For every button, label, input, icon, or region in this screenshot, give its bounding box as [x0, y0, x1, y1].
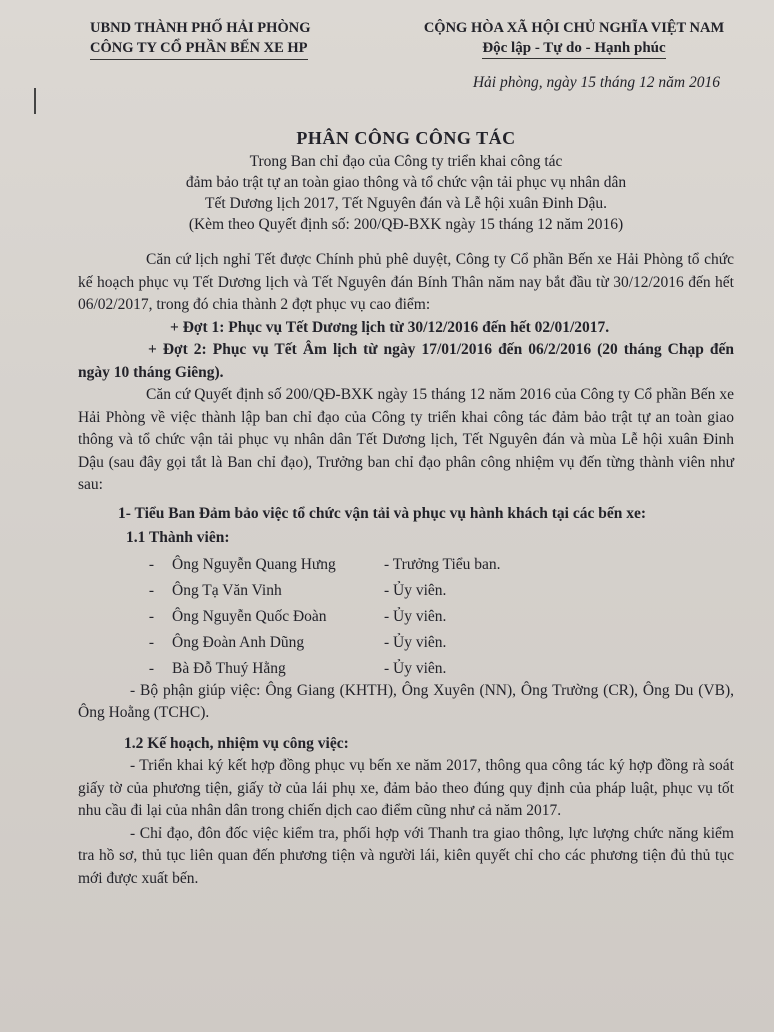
member-name: Bà Đỗ Thuý Hằng — [172, 659, 286, 677]
basis-paragraph: Căn cứ Quyết định số 200/QĐ-BXK ngày 15 tháng 12 năm 2016 của Công ty Cổ phần Bến xe Hải Phòng về việc thành lập ban chỉ đạo của Công ty triển khai công tác đảm bảo trật tự an toàn giao thông và tổ chức vận tải phục vụ nhân dân Tết Dương lịch, Tết Nguyên đán và mùa Lễ hội xuân Đinh Dậu (sau đây gọi tắt là Ban chỉ đạo), Trưởng ban chỉ đạo phân công nhiệm vụ đến từng thành viên như sau: — [78, 386, 734, 493]
member-role: - Ủy viên. — [384, 581, 447, 599]
member-role: - Ủy viên. — [384, 633, 447, 651]
national-motto: Độc lập - Tự do - Hạnh phúc — [482, 38, 665, 59]
intro-paragraph: Căn cứ lịch nghỉ Tết được Chính phủ phê duyệt, Công ty Cổ phần Bến xe Hải Phòng tổ chức kế hoạch phục vụ Tết Dương lịch và Tết Nguyên đán Bính Thân năm nay bắt đầu từ 30/12/2016 đến hết 06/02/2017, trong đó chia thành 2 đợt phục vụ cao điểm: — [78, 251, 734, 313]
member-row — [78, 554, 734, 576]
document-date: Hải phòng, ngày 15 tháng 12 năm 2016 — [472, 74, 720, 91]
issuer-authority: UBND THÀNH PHỐ HẢI PHÒNG — [90, 20, 311, 36]
member-list — [78, 554, 734, 680]
document-subtitle — [78, 151, 734, 235]
member-row — [78, 606, 734, 628]
subtitle-line: Tết Dương lịch 2017, Tết Nguyên đán và Lễ hội xuân Đinh Dậu. — [204, 195, 607, 212]
document-header — [78, 18, 734, 60]
section-1-1-heading: 1.1 Thành viên: — [126, 529, 230, 546]
issuer-block — [78, 18, 380, 60]
member-dash: - — [148, 607, 154, 625]
section-1-2-heading: 1.2 Kế hoạch, nhiệm vụ công việc: — [124, 734, 349, 752]
member-dash: - — [148, 659, 154, 677]
member-row — [78, 658, 734, 680]
member-role: - Trưởng Tiểu ban. — [384, 555, 501, 573]
member-dash: - — [148, 555, 154, 573]
task-paragraph: - Chỉ đạo, đôn đốc việc kiểm tra, phối hợp với Thanh tra giao thông, lực lượng chức năng kiểm tra hồ sơ, thủ tục liên quan đến phương tiện và người lái, kiên quyết chỉ cho các phương tiện đủ thủ tục mới được xuất bến. — [78, 824, 734, 887]
issuer-company: CÔNG TY CỔ PHẦN BẾN XE HP — [90, 38, 308, 60]
national-heading — [404, 18, 744, 59]
member-role: - Ủy viên. — [384, 659, 447, 677]
member-name: Ông Đoàn Anh Dũng — [172, 633, 305, 651]
member-role: - Ủy viên. — [384, 607, 447, 625]
document-body — [78, 249, 734, 890]
member-name: Ông Tạ Văn Vinh — [172, 581, 282, 599]
task-paragraph: - Triển khai ký kết hợp đồng phục vụ bến xe năm 2017, thông qua công tác ký hợp đồng rà soát giấy tờ của phương tiện, giấy tờ của lái phụ xe, đảm bảo theo đúng quy định của pháp luật, phục vụ tốt nhu cầu đi lại của nhân dân trong chiến dịch cao điểm cũng như cả năm 2017. — [78, 757, 734, 819]
country-name: CỘNG HÒA XÃ HỘI CHỦ NGHĨA VIỆT NAM — [423, 20, 725, 36]
phase-1: + Đợt 1: Phục vụ Tết Dương lịch từ 30/12/2016 đến hết 02/01/2017. — [170, 318, 610, 336]
document-title: PHÂN CÔNG CÔNG TÁC — [296, 128, 516, 148]
phase-2: + Đợt 2: Phục vụ Tết Âm lịch từ ngày 17/01/2016 đến 06/2/2016 (20 tháng Chạp đến ngày 10 tháng Giêng). — [78, 341, 734, 381]
subtitle-line: đảm bảo trật tự an toàn giao thông và tổ chức vận tải phục vụ nhân dân — [185, 174, 627, 191]
member-dash: - — [148, 581, 154, 599]
margin-mark — [34, 88, 36, 114]
member-name: Ông Nguyễn Quốc Đoàn — [172, 607, 327, 625]
member-row — [78, 580, 734, 602]
subtitle-line: Trong Ban chỉ đạo của Công ty triển khai công tác — [249, 153, 563, 170]
member-dash: - — [148, 633, 154, 651]
member-name: Ông Nguyễn Quang Hưng — [172, 555, 336, 573]
support-staff: - Bộ phận giúp việc: Ông Giang (KHTH), Ông Xuyên (NN), Ông Trường (CR), Ông Du (VB), Ông Hoằng (TCHC). — [78, 681, 734, 721]
member-row — [78, 632, 734, 654]
subtitle-line: (Kèm theo Quyết định số: 200/QĐ-BXK ngày 15 tháng 12 năm 2016) — [188, 216, 624, 233]
section-1-heading: 1- Tiểu Ban Đảm bảo việc tổ chức vận tải và phục vụ hành khách tại các bến xe: — [118, 504, 647, 522]
